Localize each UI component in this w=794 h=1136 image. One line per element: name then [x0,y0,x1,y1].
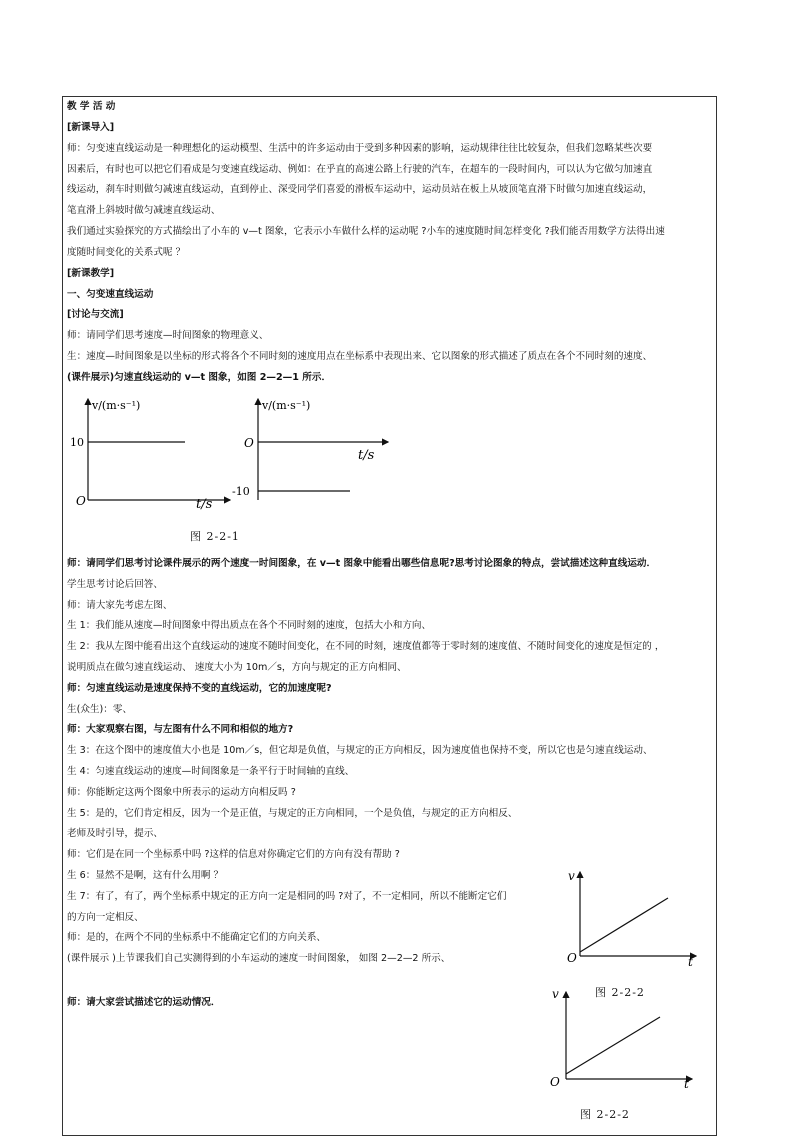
dialog-line: 生 2：我从左图中能看出这个直线运动的速度不随时间变化，在不同的时刻，速度值都等于零时刻的速度值、不随时间变化的速度是恒定的 ， [67,641,665,652]
final-teacher-line: 师：请大家尝试描述它的运动情况． [67,997,221,1008]
dialog-line: 的方向一定相反、 [67,912,144,923]
y-label: v [568,869,575,883]
dialog-line: 师：匀速直线运动是速度保持不变的直线运动，它的加速度呢? [67,683,332,694]
dialog-line: 生 1：我们能从速度—时间图象中得出质点在各个不同时刻的速度，包括大小和方向、 [67,620,432,631]
left-origin: O [76,494,86,508]
dialog-line: 师：你能断定这两个图象中所表示的运动方向相反吗 ? [67,787,296,798]
dialog-line: 老师及时引导，提示、 [67,828,163,839]
subheading: 一、匀变速直线运动 [67,289,154,300]
dialog-line: 生(众生)：零、 [67,704,133,715]
right-origin: O [244,436,254,450]
right-y-label: v/(m·s⁻¹) [262,399,311,412]
left-y-label: v/(m·s⁻¹) [92,399,141,412]
section-teach-heading: [新课教学] [67,268,115,279]
right-y-tick: -10 [232,485,250,498]
intro-line: 师：匀变速直线运动是一种理想化的运动模型、生活中的许多运动由于受到多种因素的影响，运动规律往往比较复杂，但我们忽略某些次要 [67,143,653,154]
dialog-line: 学生思考讨论后回答、 [67,579,163,590]
dialog-line: (课件展示 )上节课我们自己实测得到的小车运动的速度一时间图象， 如图 2—2—2 所示、 [67,953,451,964]
section-intro-heading: [新课导入] [67,122,115,133]
dialog-line: 师：请同学们思考讨论课件展示的两个速度一时间图象，在 v—t 图象中能看出哪些信息呢?思考讨论图象的特点，尝试描述这种直线运动． [67,558,657,569]
dialog-line: 师：是的，在两个不同的坐标系中不能确定它们的方向关系、 [67,932,327,943]
figure-2-2-2-b-caption: 图 2-2-2 [580,1108,630,1121]
left-y-tick: 10 [70,436,84,449]
intro-line: 笔直滑上斜坡时做匀减速直线运动、 [67,205,221,216]
right-x-label: t/s [358,448,375,463]
dialog-line: 生 5：是的，它们肯定相反，因为一个是正值，与规定的正方向相同，一个是负值，与规定的正方向相反、 [67,808,518,819]
figure-2-2-2-a [562,868,702,968]
intro-line: 度随时间变化的关系式呢 ？ [67,247,186,258]
figure-2-2-2-a-caption: 图 2-2-2 [595,986,645,999]
dialog-line: 生 7：有了，有了，两个坐标系中规定的正方向一定是相同的吗 ?对了，不一定相同，所以不能断定它们 [67,891,507,902]
figure-2-2-1 [70,395,390,515]
intro-line: 线运动，刹车时则做匀减速直线运动，直到停止、深受同学们喜爱的滑板车运动中，运动员站在板上从坡顶笔直滑下时做匀加速直线运动， [67,184,653,195]
header-label: 教 学 活 动 [67,101,116,112]
dialog-line: 师：请大家先考虑左图、 [67,600,173,611]
dialog-line: 说明质点在做匀速直线运动、 速度大小为 10m／s，方向与规定的正方向相同、 [67,662,407,673]
dialog-line: 生 3：在这个图中的速度值大小也是 10m／s，但它却是负值，与规定的正方向相反，因为速度值也保持不变，所以它也是匀速直线运动、 [67,745,653,756]
figure-2-2-2-b [550,986,700,1090]
x-label: t [688,955,693,969]
dialog-line: 师：大家观察右图，与左图有什么不同和相似的地方? [67,724,294,735]
y-label: v [552,987,559,1001]
intro-line: 因素后，有时也可以把它们看成是匀变速直线运动、例如：在乎直的高速公路上行驶的汽车，在超车的一段时间内，可以认为它做匀加速直 [67,164,653,175]
figure-2-2-1-caption: 图 2-2-1 [190,530,240,543]
student-line: 生：速度—时间图象是以坐标的形式将各个不同时刻的速度用点在坐标系中表现出来、它以图象的形式描述了质点在各个不同时刻的速度、 [67,351,653,362]
dialog-line: 生 6：显然不是啊，这有什么用啊 ？ [67,870,224,881]
origin: O [550,1075,560,1089]
dialog-line: 生 4：匀速直线运动的速度—时间图象是一条平行于时间轴的直线、 [67,766,355,777]
x-label: t [684,1077,689,1091]
discuss-heading: [讨论与交流] [67,309,124,320]
left-x-label: t/s [196,497,213,512]
origin: O [567,951,577,965]
intro-line: 我们通过实验探究的方式描绘出了小车的 v—t 图象，它表示小车做什么样的运动呢 ?小车的速度随时间怎样变化 ?我们能否用数学方法得出速 [67,226,665,237]
show-line: (课件展示)匀速直线运动的 v—t 图象，如图 2—2—1 所示． [67,372,332,383]
teacher-line: 师：请同学们思考速度—时间图象的物理意义、 [67,330,269,341]
dialog-line: 师：它们是在同一个坐标系中吗 ?这样的信息对你确定它们的方向有没有帮助 ? [67,849,400,860]
velocity-line [566,1017,660,1074]
velocity-line [580,898,668,952]
